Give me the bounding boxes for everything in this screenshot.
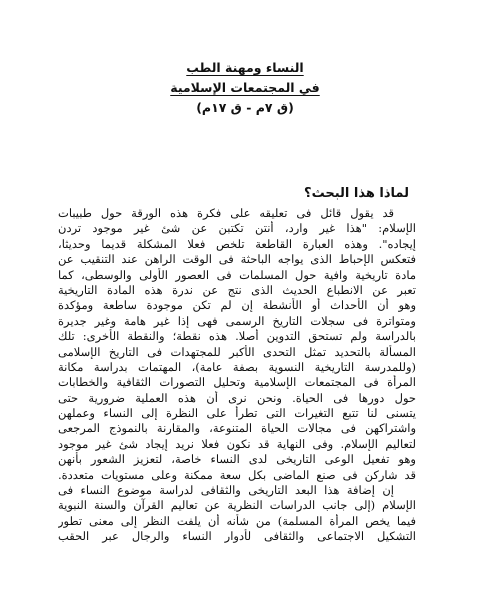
title-subtitle: في المجتمعات الإسلامية xyxy=(170,80,320,95)
body-line: مادة تاريخية وافية حول المسلمات فى العصور الأولى والوسطى، كما xyxy=(58,267,416,282)
body-line: تعبر عن الانطباع الحديث الذى نتج عن ندرة هذه المادة التاريخية xyxy=(58,282,416,297)
body-line: يتسنى لنا تتبع التغيرات التى تطرأ على النظرة إلى النساء وعملهن xyxy=(58,406,416,421)
body-text xyxy=(58,206,416,576)
body-line: لتعاليم الإسلام. وفى النهاية قد نكون فعلا نريد إيجاد شئ غير موجود xyxy=(58,436,416,451)
body-line: المسألة بالتحديد تمثل التحدى الأكبر للمجتهدات فى التاريخ الإسلامى xyxy=(58,344,416,359)
body-line: الإسلام: "هذا غير وارد، أنتن تكتبن عن شئ غير موجود تردن xyxy=(58,221,416,236)
body-line: حول دورها فى الحياة. ونحن نرى أن هذه العملية ضرورية حتى xyxy=(58,390,416,405)
body-line: ومتواترة فى سجلات التاريخ الرسمى فهى إذا غير هامة وغير جديرة xyxy=(58,313,416,328)
section-heading: لماذا هذا البحث؟ xyxy=(304,186,409,201)
body-line: قد شاركن فى صنع الماضى بكل سعة ممكنة وعلى مستويات متعددة. xyxy=(58,467,416,482)
body-line: المرأة فى المجتمعات الإسلامية وتحليل التصورات الثقافية والخطابات xyxy=(58,375,416,390)
body-line: وهو أن الأحداث أو الأنشطة إن لم تكن موجودة ساطعة ومؤكدة xyxy=(58,298,416,313)
body-line: قد يقول قائل فى تعليقه على فكرة هذه الورقة حول طبيبات xyxy=(58,206,394,220)
title-block xyxy=(150,58,340,118)
title-main: النساء ومهنة الطب xyxy=(186,60,304,75)
body-line: التشكيل الاجتماعى والثقافى لأدوار النساء والرجال عبر الحقب xyxy=(58,529,416,544)
title-date-range: (ق ٧م - ق ١٧م) xyxy=(196,100,294,115)
body-line: إيجاده". وهذه العبارة القاطعة تلخص فعلا المشكلة قديما وحديثا، xyxy=(58,236,416,251)
body-line: الإسلام (إلى جانب الدراسات النظرية عن تعاليم القرآن والسنة النبوية xyxy=(58,498,416,513)
body-line: وهو تفعيل الوعى التاريخى لدى النساء خاصة، لتعزيز الشعور بأنهن xyxy=(58,452,416,467)
body-line: فيما يخص المرأة المسلمة) من شأنه أن يلفت النظر إلى معنى تطور xyxy=(58,513,416,528)
body-line: فتعكس الإحباط الذى يواجه الباحثة فى الوقت الراهن عند التنقيب عن xyxy=(58,252,416,267)
body-line: (وللمدرسة التاريخية النسوية بصفة عامة)، المهتمات بدراسة مكانة xyxy=(58,359,416,374)
body-line: واشتراكهن فى مجالات الحياة المتنوعة، والمقارنة بالنموذج المرجعى xyxy=(58,421,416,436)
body-line: بالدراسة ولم تستحق التدوين أصلا. هذه نقطة؛ والنقطة الأخرى: تلك xyxy=(58,329,416,344)
body-line: إن إضافة هذا البعد التاريخى والثقافى لدراسة موضوع النساء فى xyxy=(58,483,394,498)
